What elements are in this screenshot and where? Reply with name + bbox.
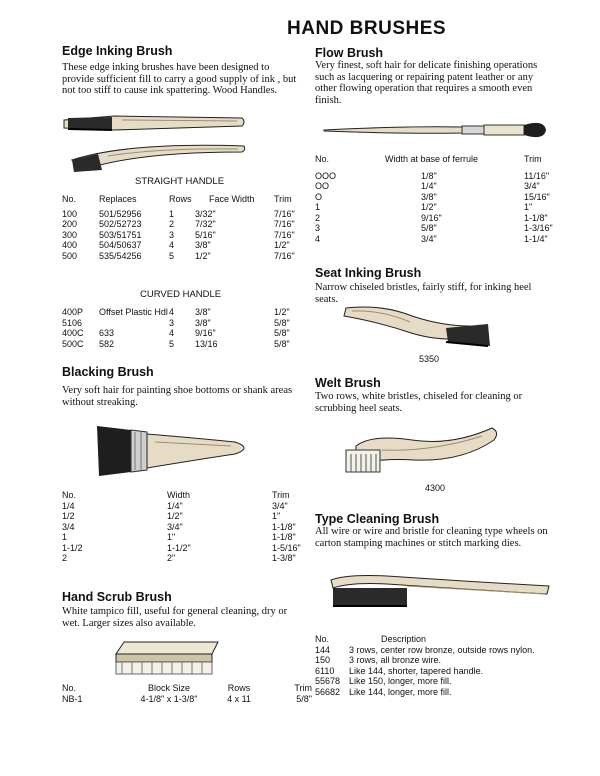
table-row: 2 9/16" 1-1/8" <box>315 212 548 223</box>
hand-scrub-brush-description: White tampico fill, useful for general cleaning, dry or wet. Larger sizes also available. <box>62 606 288 629</box>
straight-handle-label: STRAIGHT HANDLE <box>135 176 225 187</box>
seat-inking-brush-description: Narrow chiseled bristles, fairly stiff, for inking heel seats. <box>315 282 532 305</box>
edge-inking-brush-curved-image <box>68 140 248 174</box>
flow-brush-description: Very finest, soft hair for delicate finishing operations such as lacquering or repairing patent leather or any other flowing operation that requires a smooth even finish. <box>315 60 538 106</box>
curved-handle-label: CURVED HANDLE <box>140 289 222 300</box>
type-cleaning-brush-title: Type Cleaning Brush <box>315 512 440 526</box>
table-header: No. Replaces Rows Face Width Trim <box>62 194 292 204</box>
table-row: 500C 582 5 13/16 5/8" <box>62 338 290 349</box>
hand-scrub-brush-table <box>62 683 312 704</box>
table-header: No. Width Trim <box>62 490 290 500</box>
seat-inking-brush-code: 5350 <box>419 354 440 364</box>
blacking-brush-table <box>62 490 312 564</box>
seat-inking-brush-image <box>342 302 492 352</box>
table-row: 200 502/52723 2 7/32" 7/16" <box>62 219 295 229</box>
table-row: 1 1/2" 1" <box>315 202 533 212</box>
table-row: 400C 633 4 9/16" 5/8" <box>62 328 290 338</box>
table-row: 400 504/50637 4 3/8" 1/2" <box>62 240 290 250</box>
welt-brush-description: Two rows, white bristles, chiseled for cleaning or scrubbing heel seats. <box>315 391 523 414</box>
welt-brush-image <box>342 420 502 478</box>
table-row: 6110 Like 144, shorter, tapered handle. <box>315 665 484 676</box>
welt-brush-code: 4300 <box>425 483 446 493</box>
flow-brush-image <box>322 117 547 143</box>
flow-brush-title: Flow Brush <box>315 46 384 60</box>
curved-handle-table <box>62 307 304 349</box>
table-row: 500 535/54256 5 1/2" 7/16" <box>62 250 295 261</box>
straight-handle-table <box>62 194 304 261</box>
table-row: O 3/8" 15/16" <box>315 191 550 202</box>
type-cleaning-brush-table <box>315 634 589 697</box>
table-header: No. Description <box>315 634 427 644</box>
table-row: 1/4 1/4" 3/4" <box>62 500 288 511</box>
table-row: 55678 Like 150, longer, more fill. <box>315 676 452 686</box>
welt-brush-title: Welt Brush <box>315 376 381 390</box>
table-row: 4 3/4" 1-1/4" <box>315 233 548 244</box>
table-header: No. Width at base of ferrule Trim <box>315 154 542 164</box>
table-row: 2 2" 1-3/8" <box>62 553 296 563</box>
blacking-brush-image <box>95 420 255 480</box>
type-cleaning-brush-description: All wire or wire and bristle for cleaning type wheels on carton stamping machines or stitch marking dies. <box>315 526 548 549</box>
table-row: 5106 3 3/8" 5/8" <box>62 317 290 328</box>
table-row: 400P Offset Plastic Hdl 4 3/8" 1/2" <box>62 307 290 317</box>
type-cleaning-brush-image <box>327 572 552 612</box>
table-row: OOO 1/8" 11/16" <box>315 170 550 181</box>
table-row: 144 3 rows, center row bronze, outside rows nylon. <box>315 644 535 655</box>
hand-scrub-brush-image <box>110 638 225 678</box>
table-row: 300 503/51751 3 5/16" 7/16" <box>62 229 295 240</box>
edge-inking-title: Edge Inking Brush <box>62 44 173 58</box>
table-row: NB-1 4-1/8" x 1-3/8" 4 x 11 5/8" <box>62 693 312 704</box>
table-row: 1 1" 1-1/8" <box>62 532 296 542</box>
table-row: 150 3 rows, all bronze wire. <box>315 655 442 665</box>
table-row: 1-1/2 1-1/2" 1-5/16" <box>62 542 301 553</box>
table-row: 100 501/52956 1 3/32" 7/16" <box>62 208 295 219</box>
table-header: No. Block Size Rows Trim <box>62 683 312 693</box>
table-row: 56682 Like 144, longer, more fill. <box>315 686 452 697</box>
table-row: 1/2 1/2" 1" <box>62 511 281 521</box>
page-title: HAND BRUSHES <box>287 18 447 39</box>
table-row: 3 5/8" 1-3/16" <box>315 223 553 233</box>
flow-brush-table <box>315 154 564 244</box>
table-row: 3/4 3/4" 1-1/8" <box>62 521 296 532</box>
blacking-brush-description: Very soft hair for painting shoe bottoms or shank areas without streaking. <box>62 385 293 408</box>
hand-scrub-brush-title: Hand Scrub Brush <box>62 590 172 604</box>
blacking-brush-title: Blacking Brush <box>62 365 154 379</box>
seat-inking-brush-title: Seat Inking Brush <box>315 266 422 280</box>
edge-inking-description: These edge inking brushes have been designed to provide sufficient fill to carry a good supply of ink , but not too stiff to cause ink spattering. Wood Handles. <box>62 62 297 96</box>
table-row: OO 1/4" 3/4" <box>315 181 540 191</box>
